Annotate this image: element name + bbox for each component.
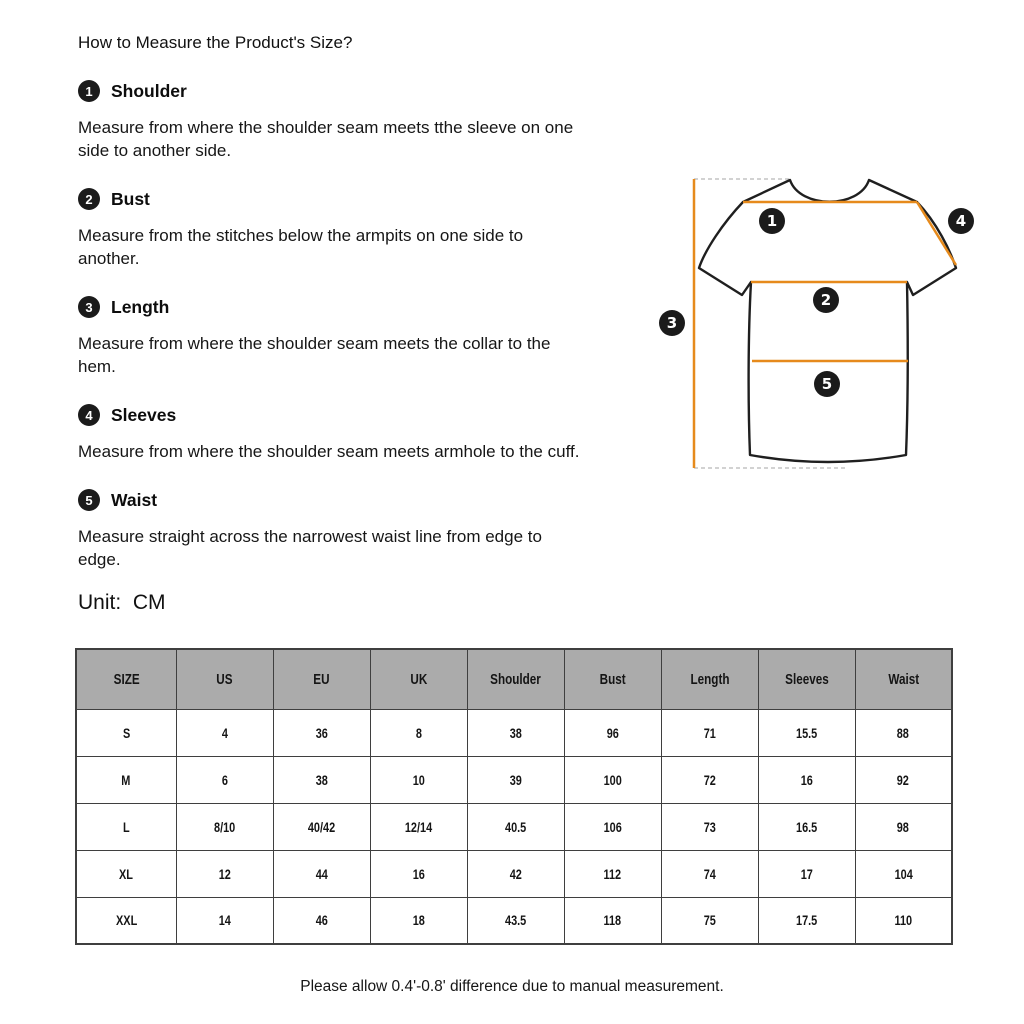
cell-value: 72	[703, 771, 716, 788]
cell-value: 16.5	[795, 818, 818, 835]
column-header-label: Sleeves	[784, 670, 829, 688]
column-header	[273, 649, 370, 709]
measurement-cell	[661, 850, 758, 897]
column-header	[661, 649, 758, 709]
column-header	[855, 649, 952, 709]
number-badge-icon: 2	[78, 188, 100, 210]
table-row	[76, 850, 952, 897]
measurement-cell	[758, 803, 855, 850]
column-header-label: US	[216, 670, 233, 688]
column-header-label: UK	[410, 670, 427, 688]
table-row	[76, 897, 952, 944]
cell-value: 6	[221, 771, 228, 788]
tshirt-diagram	[645, 155, 1010, 485]
measurement-cell	[758, 756, 855, 803]
measurement-cell	[564, 709, 661, 756]
marker-3-number: 3	[666, 314, 678, 332]
marker-1-number: 1	[766, 212, 778, 230]
size-chart-header	[76, 649, 952, 709]
marker-4-number: 4	[955, 212, 967, 230]
cell-value: S	[122, 724, 130, 741]
measurement-cell	[467, 756, 564, 803]
instruction-heading	[78, 404, 618, 426]
column-header-label: Bust	[599, 670, 626, 688]
measurement-cell	[855, 850, 952, 897]
instructions-list	[78, 80, 618, 571]
size-label-cell	[76, 709, 176, 756]
cell-value: 12/14	[404, 818, 433, 835]
instruction-section	[78, 489, 618, 571]
tshirt-diagram-svg	[645, 155, 1010, 485]
instruction-section	[78, 188, 618, 270]
cell-value: XL	[119, 865, 134, 882]
cell-value: 8/10	[213, 818, 236, 835]
cell-value: 12	[218, 865, 231, 882]
measurement-cell	[564, 897, 661, 944]
measurement-cell	[176, 709, 273, 756]
measurement-cell	[661, 756, 758, 803]
measurement-cell	[176, 897, 273, 944]
cell-value: 106	[603, 818, 622, 835]
marker-shoulder	[759, 208, 785, 234]
cell-value: 10	[412, 771, 425, 788]
instruction-heading	[78, 80, 618, 102]
cell-value: L	[122, 818, 130, 835]
column-header-label: EU	[313, 670, 330, 688]
number-badge-icon: 1	[78, 80, 100, 102]
cell-value: 36	[315, 724, 328, 741]
measurement-cell	[370, 709, 467, 756]
instruction-description: Measure from where the shoulder seam meets armhole to the cuff.	[78, 442, 580, 461]
number-badge-icon: 4	[78, 404, 100, 426]
size-label-cell	[76, 756, 176, 803]
size-chart-table	[75, 648, 953, 945]
cell-value: 100	[603, 771, 622, 788]
measurement-cell	[176, 850, 273, 897]
measurement-cell	[370, 897, 467, 944]
size-label-cell	[76, 803, 176, 850]
marker-sleeves	[948, 208, 974, 234]
cell-value: 74	[703, 865, 716, 882]
table-row	[76, 756, 952, 803]
instruction-label: Waist	[111, 489, 158, 510]
measurement-cell	[176, 756, 273, 803]
instruction-label: Length	[111, 296, 170, 317]
cell-value: 14	[218, 912, 231, 929]
measurement-cell	[467, 897, 564, 944]
cell-value: 16	[800, 771, 813, 788]
cell-value: 38	[509, 724, 522, 741]
measurement-cell	[855, 709, 952, 756]
instruction-heading	[78, 489, 618, 511]
instruction-section	[78, 296, 618, 378]
cell-value: 38	[315, 771, 328, 788]
cell-value: 44	[315, 865, 328, 882]
cell-value: 96	[606, 724, 619, 741]
cell-value: 16	[412, 865, 425, 882]
cell-value: 104	[894, 865, 913, 882]
marker-bust	[813, 287, 839, 313]
column-header-label: Waist	[887, 670, 919, 688]
cell-value: 110	[894, 912, 913, 929]
measurement-cell	[370, 850, 467, 897]
size-label-cell	[76, 850, 176, 897]
page-title: How to Measure the Product's Size?	[78, 33, 353, 52]
cell-value: 112	[603, 865, 622, 882]
instruction-label: Shoulder	[111, 80, 187, 101]
measurement-cell	[273, 850, 370, 897]
measurement-cell	[564, 756, 661, 803]
size-chart-body	[76, 709, 952, 944]
column-header-label: SIZE	[113, 670, 140, 688]
instruction-description: Measure straight across the narrowest waist line from edge to edge.	[78, 527, 542, 569]
measurement-cell	[564, 803, 661, 850]
measurement-cell	[758, 850, 855, 897]
column-header-label: Length	[690, 670, 729, 688]
cell-value: 73	[703, 818, 716, 835]
cell-value: 18	[412, 912, 425, 929]
measurement-cell	[467, 850, 564, 897]
instruction-description: Measure from where the shoulder seam meets the collar to the hem.	[78, 334, 551, 376]
measurement-cell	[855, 897, 952, 944]
instruction-description: Measure from the stitches below the armpits on one side to another.	[78, 226, 524, 268]
column-header	[370, 649, 467, 709]
cell-value: 46	[315, 912, 328, 929]
measurement-cell	[273, 709, 370, 756]
marker-length	[659, 310, 685, 336]
cell-value: 8	[415, 724, 422, 741]
instruction-section	[78, 404, 618, 463]
size-label-cell	[76, 897, 176, 944]
number-badge-icon: 3	[78, 296, 100, 318]
measurement-cell	[273, 803, 370, 850]
cell-value: 4	[221, 724, 228, 741]
column-header	[176, 649, 273, 709]
measurement-cell	[855, 803, 952, 850]
cell-value: 118	[603, 912, 622, 929]
tshirt-outline	[699, 180, 956, 462]
number-badge-icon: 5	[78, 489, 100, 511]
measurement-cell	[176, 803, 273, 850]
measurement-cell	[273, 756, 370, 803]
measurement-cell	[370, 803, 467, 850]
cell-value: M	[121, 771, 131, 788]
cell-value: 98	[897, 818, 910, 835]
measurement-cell	[273, 897, 370, 944]
column-header-label: Shoulder	[490, 670, 541, 688]
column-header	[758, 649, 855, 709]
column-header	[564, 649, 661, 709]
measurement-cell	[467, 709, 564, 756]
cell-value: 17	[800, 865, 813, 882]
measurement-cell	[661, 897, 758, 944]
measurement-cell	[855, 756, 952, 803]
cell-value: 92	[897, 771, 910, 788]
cell-value: 42	[509, 865, 522, 882]
cell-value: 15.5	[795, 724, 818, 741]
header-row	[76, 649, 952, 709]
cell-value: 43.5	[504, 912, 527, 929]
instruction-section	[78, 80, 618, 162]
marker-2-number: 2	[820, 291, 832, 309]
instruction-heading	[78, 296, 618, 318]
cell-value: 40.5	[504, 818, 527, 835]
measurement-cell	[564, 850, 661, 897]
cell-value: 40/42	[307, 818, 336, 835]
instruction-heading	[78, 188, 618, 210]
instructions-column	[78, 32, 618, 615]
measurement-cell	[370, 756, 467, 803]
measurement-cell	[661, 803, 758, 850]
cell-value: 71	[703, 724, 716, 741]
instruction-description: Measure from where the shoulder seam meets tthe sleeve on one side to another side.	[78, 118, 574, 160]
measurement-cell	[758, 897, 855, 944]
table-row	[76, 709, 952, 756]
instruction-label: Bust	[111, 188, 150, 209]
footer-note: Please allow 0.4'-0.8' difference due to manual measurement.	[300, 978, 724, 995]
cell-value: 17.5	[795, 912, 818, 929]
unit-label: Unit: CM	[78, 591, 166, 614]
cell-value: 75	[703, 912, 716, 929]
measurement-cell	[661, 709, 758, 756]
cell-value: 39	[509, 771, 522, 788]
cell-value: XXL	[115, 912, 137, 929]
column-header	[467, 649, 564, 709]
instruction-label: Sleeves	[111, 404, 177, 425]
table-row	[76, 803, 952, 850]
marker-5-number: 5	[821, 375, 833, 393]
cell-value: 88	[897, 724, 910, 741]
marker-waist	[814, 371, 840, 397]
measurement-cell	[758, 709, 855, 756]
measurement-cell	[467, 803, 564, 850]
column-header	[76, 649, 176, 709]
